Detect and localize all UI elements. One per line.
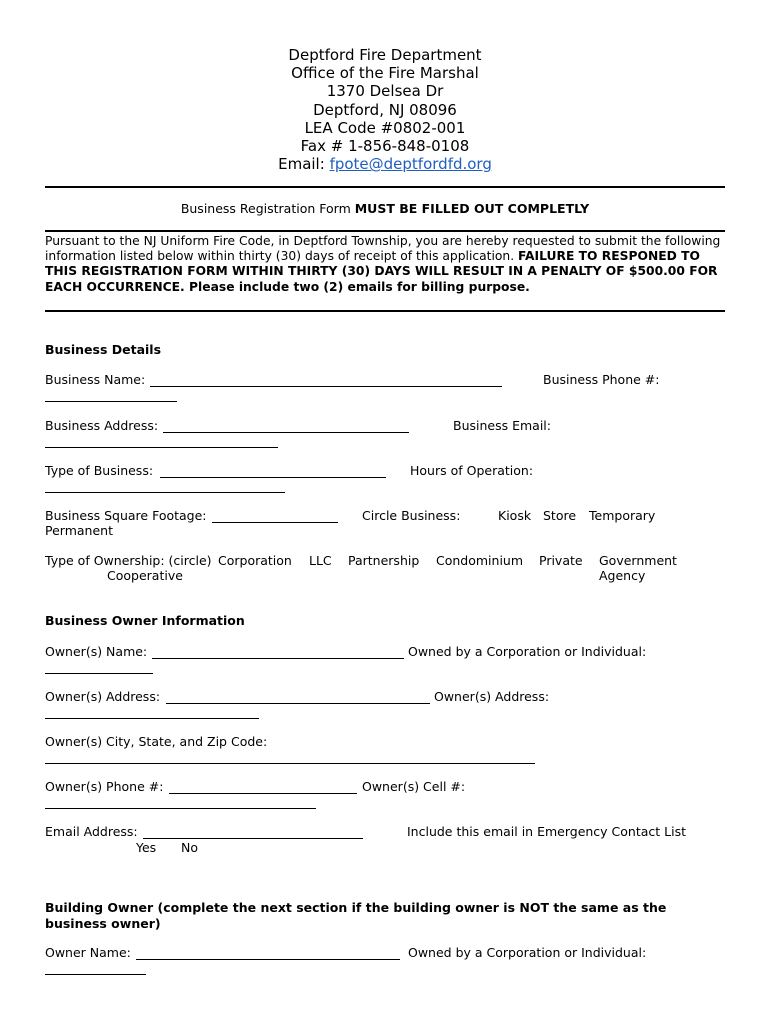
option-yes[interactable]: Yes [136,840,157,855]
email-link[interactable]: fpote@deptfordfd.org [329,155,492,174]
owner-address2-field[interactable] [45,718,259,719]
option-condominium[interactable]: Condominium [436,553,524,568]
owner-city-state-zip-field[interactable] [45,763,535,764]
business-name-label: Business Name: [45,372,146,387]
owned-by-field[interactable] [45,673,153,674]
owner-city-state-zip-label: Owner(s) City, State, and Zip Code: [45,734,268,749]
business-details-heading: Business Details [45,342,162,357]
business-email-field[interactable] [45,447,278,448]
street-address: 1370 Delsea Dr [326,82,444,101]
form-title [0,201,770,216]
ownership-type-label: Type of Ownership: (circle) [45,553,212,568]
option-permanent[interactable]: Permanent [45,523,113,538]
hours-label: Hours of Operation: [410,463,534,478]
owner-name-label: Owner(s) Name: [45,644,148,659]
square-footage-field[interactable] [212,522,338,523]
owner-name-field[interactable] [152,658,404,659]
form-title-emphasis: MUST BE FILLED OUT COMPLETLY [354,201,590,216]
hours-field[interactable] [45,492,285,493]
option-partnership[interactable]: Partnership [348,553,420,568]
owner-cell-field[interactable] [45,808,316,809]
owner-address-field[interactable] [166,703,430,704]
business-phone-label: Business Phone #: [543,372,660,387]
business-name-field[interactable] [150,386,502,387]
divider-intro-bottom [45,310,725,312]
business-phone-field[interactable] [45,401,177,402]
circle-business-label: Circle Business: [362,508,461,523]
option-llc[interactable]: LLC [309,553,332,568]
owner-email-field[interactable] [143,838,363,839]
option-government-agency-text: Government Agency [599,553,677,583]
building-owned-by-label: Owned by a Corporation or Individual: [408,945,647,960]
intro-text: Pursuant to the NJ Uniform Fire Code, in Deptford Township, you are hereby requested to submit the following information listed below within thirty (30) days of receipt of this application. [45,234,721,264]
fax-number: Fax # 1-856-848-0108 [300,137,470,156]
owner-cell-label: Owner(s) Cell #: [362,779,466,794]
option-temporary[interactable]: Temporary [589,508,656,523]
lea-code: LEA Code #0802-001 [304,118,466,137]
office-name: Office of the Fire Marshal [291,64,479,83]
owner-email-label: Email Address: [45,824,138,839]
intro-paragraph [45,234,725,295]
option-private[interactable]: Private [539,553,583,568]
city-state-zip: Deptford, NJ 08096 [313,100,457,119]
building-owned-by-field[interactable] [45,974,146,975]
department-header [0,46,770,173]
option-cooperative[interactable]: Cooperative [107,568,183,583]
business-address-field[interactable] [163,432,409,433]
intro-warning: FAILURE TO RESPONED TO THIS REGISTRATION FORM WITHIN THIRTY (30) DAYS WILL RESULT IN A PENALTY OF $500.00 FOR EACH OCCURRENCE. Please include two (2) emails for billing purpose. [45,249,718,294]
building-owner-name-label: Owner Name: [45,945,131,960]
email-line [0,155,770,173]
emergency-contact-label: Include this email in Emergency Contact List [407,824,687,839]
divider-intro-top [45,230,725,232]
owned-by-label: Owned by a Corporation or Individual: [408,644,647,659]
building-owner-name-field[interactable] [136,959,400,960]
business-type-field[interactable] [160,477,386,478]
option-kiosk[interactable]: Kiosk [498,508,532,523]
owner-phone-label: Owner(s) Phone #: [45,779,164,794]
business-type-label: Type of Business: [45,463,154,478]
owner-address2-label: Owner(s) Address: [434,689,550,704]
business-email-label: Business Email: [453,418,551,433]
divider-top [45,186,725,188]
building-owner-heading: Building Owner (complete the next section if the building owner is NOT the same as the business owner) [45,900,667,931]
owner-address-label: Owner(s) Address: [45,689,161,704]
option-government-agency[interactable] [599,553,724,583]
option-no[interactable]: No [181,840,198,855]
square-footage-label: Business Square Footage: [45,508,207,523]
business-address-label: Business Address: [45,418,159,433]
owner-info-heading: Business Owner Information [45,613,245,628]
option-store[interactable]: Store [543,508,577,523]
owner-phone-field[interactable] [169,793,357,794]
option-corporation[interactable]: Corporation [218,553,292,568]
email-label: Email: [278,155,330,174]
form-title-text: Business Registration Form [180,201,355,216]
department-name: Deptford Fire Department [288,46,482,64]
